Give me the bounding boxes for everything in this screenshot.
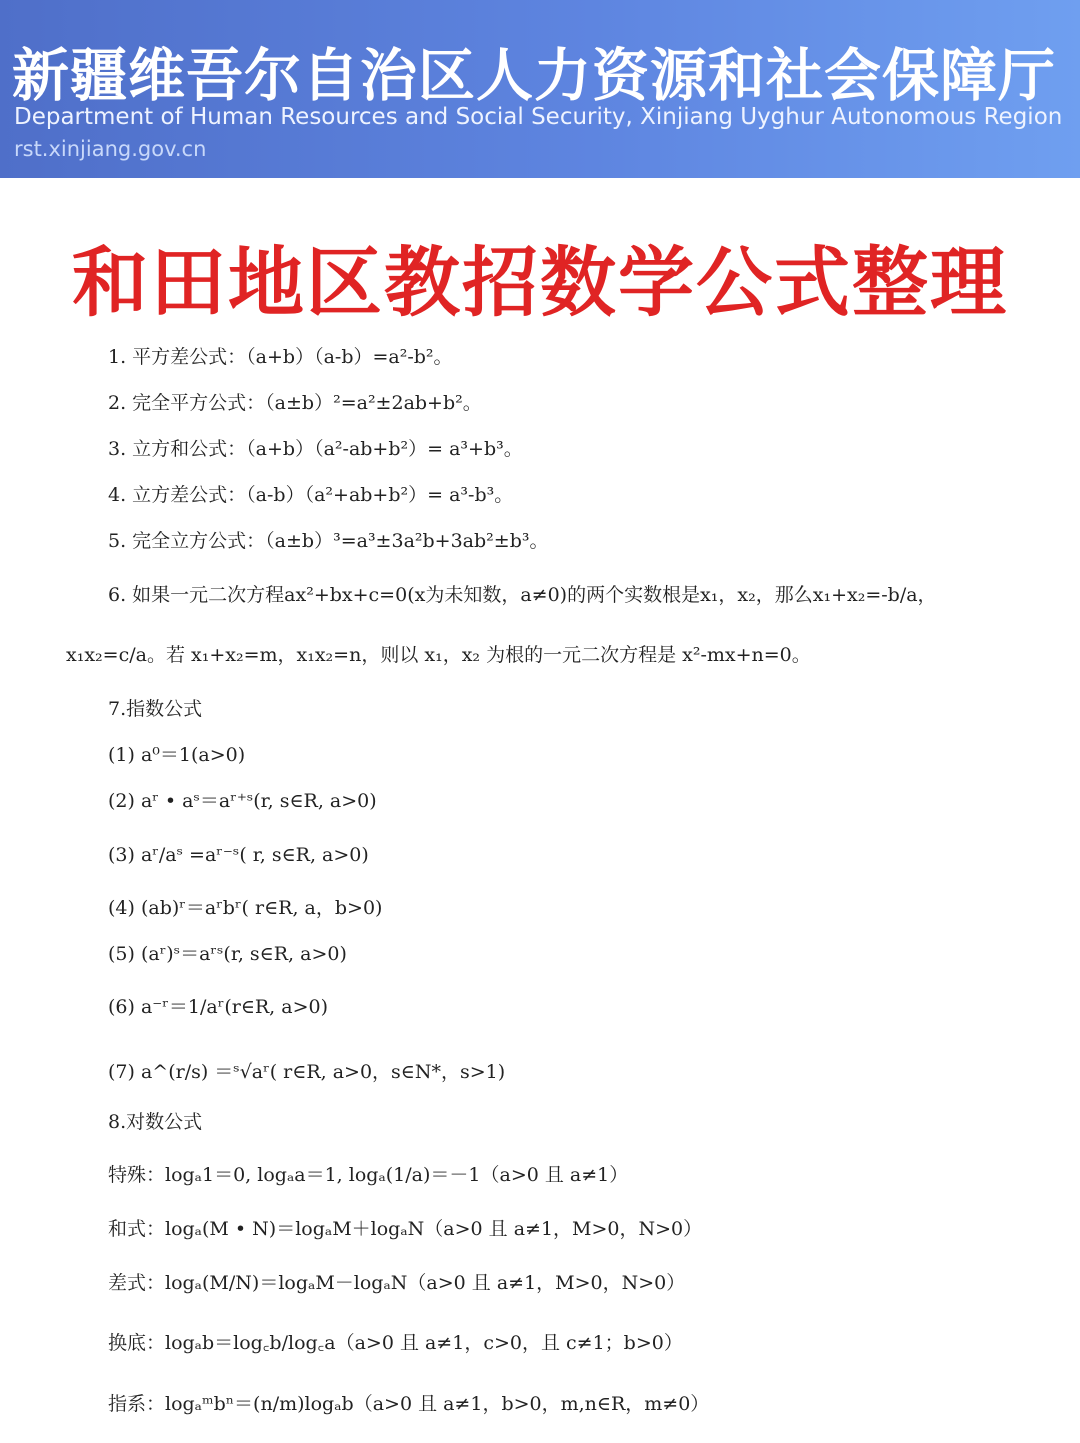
exp-formula-5: (5) (aʳ)ˢ＝aʳˢ(r, s∈R, a>0) <box>108 943 347 965</box>
formula-6-part2: x₁x₂=c/a。若 x₁+x₂=m，x₁x₂=n，则以 x₁，x₂ 为根的一元二次方程是 x²-mx+n=0。 <box>66 644 811 666</box>
formula-2: 2. 完全平方公式：（a±b）²=a²±2ab+b²。 <box>108 392 482 414</box>
exp-formula-3: (3) aʳ/aˢ =aʳ⁻ˢ( r, s∈R, a>0) <box>108 844 369 866</box>
org-url[interactable]: rst.xinjiang.gov.cn <box>14 137 207 161</box>
log-formula-change-base: 换底：logₐb＝log꜀b/log꜀a（a>0 且 a≠1，c>0，且 c≠1；b>0） <box>108 1332 683 1354</box>
page-title: 和田地区教招数学公式整理 <box>72 238 1008 327</box>
exp-formula-2: (2) aʳ • aˢ＝aʳ⁺ˢ(r, s∈R, a>0) <box>108 790 377 812</box>
section-7-heading: 7.指数公式 <box>108 698 203 720</box>
exp-formula-4: (4) (ab)ʳ＝aʳbʳ( r∈R, a，b>0) <box>108 897 383 919</box>
formula-1: 1. 平方差公式：（a+b）（a-b）=a²-b²。 <box>108 346 453 368</box>
formula-3: 3. 立方和公式：（a+b）（a²-ab+b²）= a³+b³。 <box>108 438 523 460</box>
exp-formula-7: (7) a^(r/s) ＝ˢ√aʳ( r∈R, a>0，s∈N*，s>1) <box>108 1061 506 1083</box>
formula-6-part1: 6. 如果一元二次方程ax²+bx+c=0(x为未知数，a≠0)的两个实数根是x₁，x₂，那么x₁+x₂=-b/a， <box>108 584 937 606</box>
formula-5: 5. 完全立方公式：（a±b）³=a³±3a²b+3ab²±b³。 <box>108 530 549 552</box>
log-formula-power: 指系：logₐᵐbⁿ＝(n/m)logₐb（a>0 且 a≠1，b>0，m,n∈R，m≠0） <box>108 1393 710 1415</box>
exp-formula-6: (6) a⁻ʳ＝1/aʳ(r∈R, a>0) <box>108 996 329 1018</box>
formula-4: 4. 立方差公式：（a-b）（a²+ab+b²）= a³-b³。 <box>108 484 514 506</box>
org-name-cn: 新疆维吾尔自治区人力资源和社会保障厅 <box>12 43 1056 109</box>
log-formula-sum: 和式：logₐ(M • N)＝logₐM＋logₐN（a>0 且 a≠1，M>0，N>0） <box>108 1218 703 1240</box>
log-formula-difference: 差式：logₐ(M/N)＝logₐM－logₐN（a>0 且 a≠1，M>0，N>0） <box>108 1272 686 1294</box>
section-8-heading: 8.对数公式 <box>108 1111 203 1133</box>
header-banner <box>0 0 1080 178</box>
org-name-en: Department of Human Resources and Social Security, Xinjiang Uyghur Autonomous Region <box>14 104 1063 130</box>
exp-formula-1: (1) a⁰＝1(a>0) <box>108 744 246 766</box>
log-formula-special: 特殊：logₐ1＝0, logₐa＝1, logₐ(1/a)＝－1（a>0 且 a≠1） <box>108 1164 629 1186</box>
